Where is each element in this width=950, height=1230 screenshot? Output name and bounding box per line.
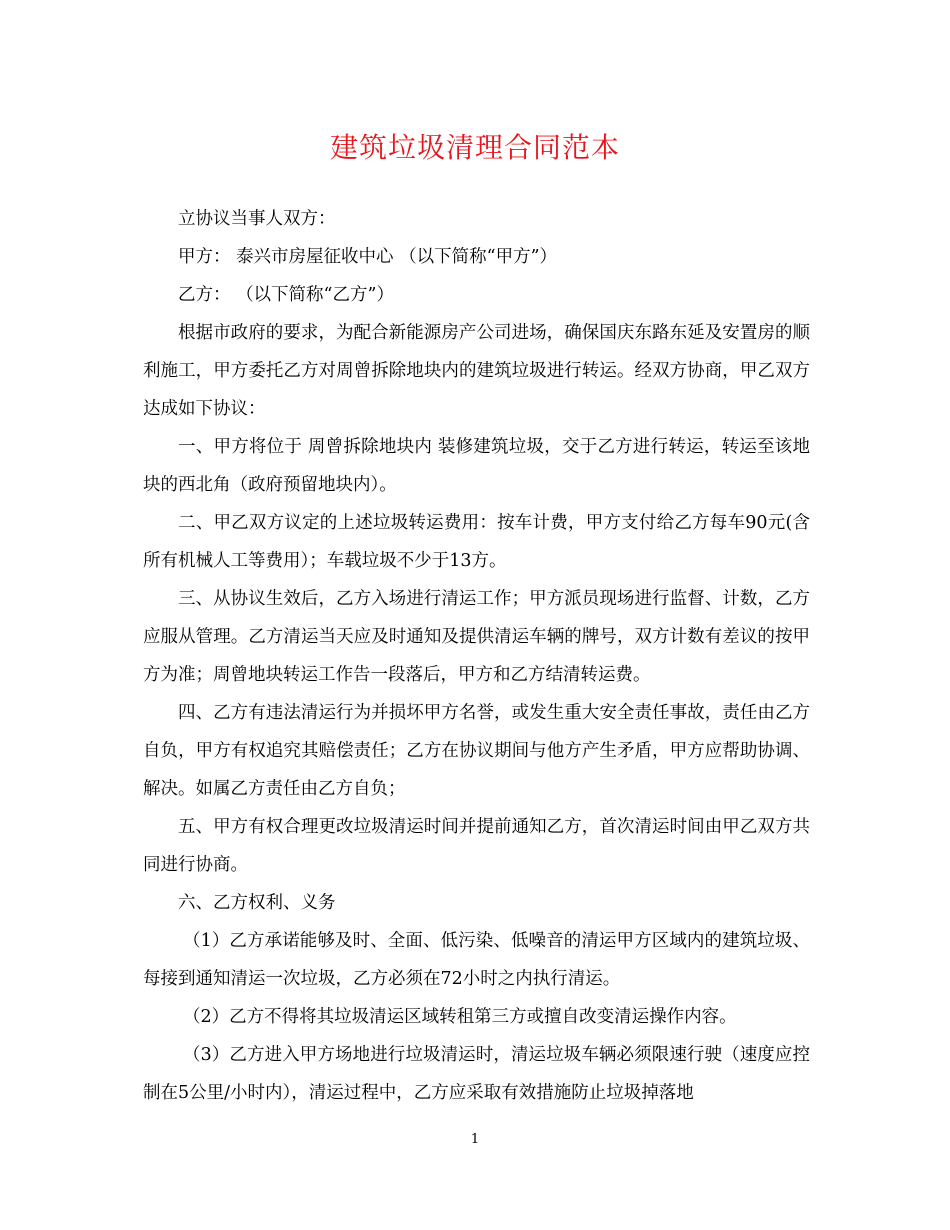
clause-6-item-2: （2）乙方不得将其垃圾清运区域转租第三方或擅自改变清运操作内容。 — [183, 1007, 737, 1027]
clause-6-item-1: （1）乙方承诺能够及时、全面、低污染、低噪音的清运甲方区域内的建筑垃圾、每接到通知清运一次垃圾，乙方必须在72小时之内执行清运。 — [143, 931, 810, 989]
clause-3: 三、从协议生效后，乙方入场进行清运工作；甲方派员现场进行监督、计数，乙方应服从管理。乙方清运当天应及时通知及提供清运车辆的牌号，双方计数有差议的按甲方为准；周曾地块转运工作告一段落后，甲方和乙方结清转运费。 — [143, 589, 810, 685]
page-number: 1 — [470, 1132, 480, 1147]
document-title: 建筑垃圾清理合同范本 — [329, 131, 620, 164]
paragraph-party-a: 甲方： 泰兴市房屋征收中心 （以下简称“甲方”） — [178, 247, 558, 267]
paragraph-party-b: 乙方： （以下简称“乙方”） — [178, 285, 394, 305]
document-body — [143, 200, 810, 1112]
clause-6-heading: 六、乙方权利、义务 — [178, 893, 336, 913]
clause-5: 五、甲方有权合理更改垃圾清运时间并提前通知乙方，首次清运时间由甲乙双方共同进行协商。 — [143, 817, 810, 875]
clause-1: 一、甲方将位于 周曾拆除地块内 装修建筑垃圾，交于乙方进行转运，转运至该地块的西北角（政府预留地块内）。 — [143, 437, 810, 495]
clause-2: 二、甲乙双方议定的上述垃圾转运费用：按车计费，甲方支付给乙方每车90元(含所有机械人工等费用）；车载垃圾不少于13方。 — [143, 513, 810, 571]
clause-6-item-3: （3）乙方进入甲方场地进行垃圾清运时，清运垃圾车辆必须限速行驶（速度应控制在5公里/小时内），清运过程中，乙方应采取有效措施防止垃圾掉落地 — [143, 1045, 810, 1103]
clause-4: 四、乙方有违法清运行为并损坏甲方名誉，或发生重大安全责任事故，责任由乙方自负，甲方有权追究其赔偿责任；乙方在协议期间与他方产生矛盾，甲方应帮助协调、解决。如属乙方责任由乙方自负； — [143, 703, 810, 799]
paragraph-background: 根据市政府的要求，为配合新能源房产公司进场，确保国庆东路东延及安置房的顺利施工，甲方委托乙方对周曾拆除地块内的建筑垃圾进行转运。经双方协商，甲乙双方达成如下协议： — [143, 323, 810, 419]
paragraph-parties-intro: 立协议当事人双方： — [178, 209, 336, 229]
